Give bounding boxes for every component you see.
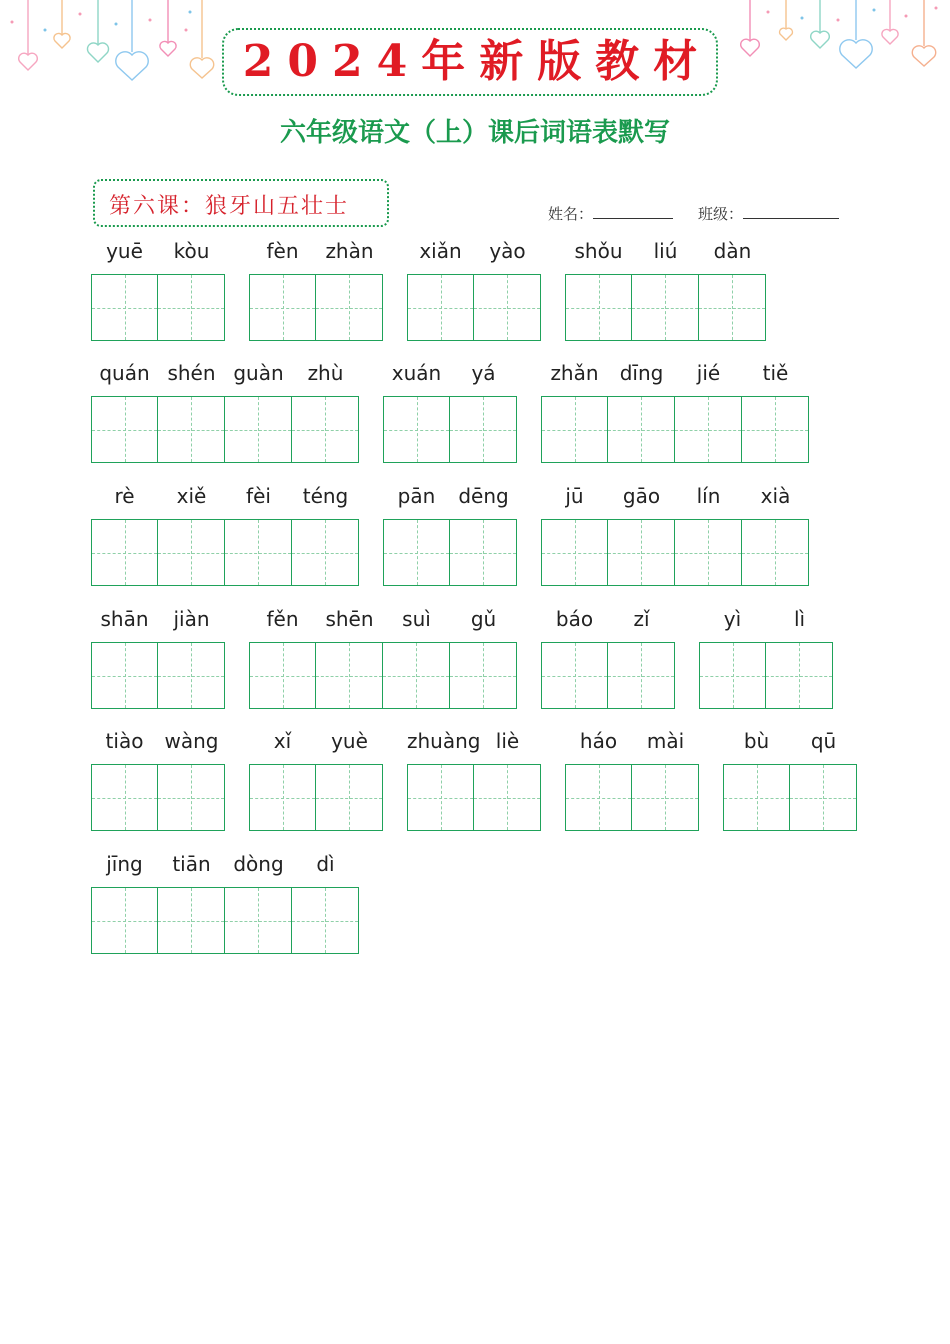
tianzige-box[interactable]	[225, 887, 292, 954]
page-subtitle: 六年级语文（上）课后词语表默写	[279, 118, 670, 148]
tianzige-box[interactable]	[632, 764, 699, 831]
character-cell	[225, 358, 292, 463]
class-field[interactable]	[698, 203, 839, 224]
heart-icon	[741, 39, 760, 56]
character-cell	[158, 849, 225, 954]
pinyin-label: rè	[114, 484, 135, 508]
pinyin-label: wàng	[164, 729, 219, 753]
character-cell	[632, 236, 699, 341]
tianzige-box[interactable]	[675, 519, 742, 586]
tianzige-box[interactable]	[383, 642, 450, 709]
character-cell	[790, 726, 857, 831]
tianzige-box[interactable]	[541, 642, 608, 709]
class-blank[interactable]	[743, 204, 839, 219]
pinyin-label: bù	[743, 729, 770, 753]
word-group	[383, 481, 517, 586]
word-group	[91, 481, 359, 586]
pinyin-label: xiě	[176, 484, 207, 508]
character-cell	[541, 358, 608, 463]
tianzige-box[interactable]	[158, 274, 225, 341]
pinyin-label: dòng	[233, 852, 284, 876]
pinyin-label: suì	[402, 607, 431, 631]
word-group	[91, 849, 359, 954]
tianzige-box[interactable]	[316, 764, 383, 831]
tianzige-box[interactable]	[699, 274, 766, 341]
character-cell	[91, 849, 158, 954]
pinyin-label: xià	[760, 484, 791, 508]
pinyin-label: liú	[653, 239, 678, 263]
heart-icon	[160, 41, 176, 56]
pinyin-label: gǔ	[470, 607, 497, 631]
word-group	[249, 726, 383, 831]
pinyin-label: zhǎn	[550, 361, 599, 385]
character-cell	[699, 604, 766, 709]
tianzige-box[interactable]	[565, 764, 632, 831]
class-label: 班级：	[698, 205, 744, 223]
word-group	[541, 481, 809, 586]
tianzige-box[interactable]	[91, 764, 158, 831]
tianzige-box[interactable]	[742, 519, 809, 586]
tianzige-box[interactable]	[249, 642, 316, 709]
pinyin-label: jiàn	[173, 607, 210, 631]
tianzige-box[interactable]	[91, 887, 158, 954]
character-cell	[225, 481, 292, 586]
pinyin-label: qū	[810, 729, 837, 753]
character-cell	[474, 236, 541, 341]
character-cell	[742, 481, 809, 586]
tianzige-box[interactable]	[608, 642, 675, 709]
tianzige-box[interactable]	[158, 519, 225, 586]
character-cell	[699, 236, 766, 341]
pinyin-label: jū	[565, 484, 584, 508]
character-cell	[316, 604, 383, 709]
heart-icon	[54, 33, 70, 48]
character-cell	[158, 236, 225, 341]
tianzige-box[interactable]	[541, 519, 608, 586]
heart-icon	[840, 40, 872, 68]
pinyin-label: shén	[167, 361, 216, 385]
character-cell	[450, 604, 517, 709]
tianzige-box[interactable]	[407, 764, 474, 831]
heart-icon	[87, 43, 108, 62]
character-cell	[292, 358, 359, 463]
character-cell	[292, 481, 359, 586]
character-cell	[450, 358, 517, 463]
heart-icon	[811, 31, 830, 48]
tianzige-box[interactable]	[225, 519, 292, 586]
pinyin-label: báo	[555, 607, 594, 631]
heart-icon	[190, 58, 213, 78]
character-cell	[91, 481, 158, 586]
tianzige-box[interactable]	[608, 396, 675, 463]
word-group	[91, 236, 225, 341]
character-cell	[249, 726, 316, 831]
pinyin-label: yào	[489, 239, 526, 263]
character-cell	[158, 726, 225, 831]
character-cell	[742, 358, 809, 463]
character-cell	[158, 358, 225, 463]
character-cell	[383, 604, 450, 709]
word-group	[699, 604, 833, 709]
character-cell	[766, 604, 833, 709]
character-cell	[675, 481, 742, 586]
character-cell	[565, 236, 632, 341]
character-cell	[407, 726, 481, 831]
pinyin-label: jīng	[106, 852, 143, 876]
word-group	[407, 236, 541, 341]
character-cell	[608, 481, 675, 586]
tianzige-box[interactable]	[474, 764, 541, 831]
pinyin-label: fěn	[266, 607, 299, 631]
word-group	[91, 604, 225, 709]
character-cell	[541, 481, 608, 586]
character-cell	[608, 604, 675, 709]
character-cell	[225, 849, 292, 954]
page-title: 2024年新版教材	[242, 36, 712, 87]
name-field[interactable]	[548, 203, 673, 224]
tianzige-box[interactable]	[316, 274, 383, 341]
character-cell	[675, 358, 742, 463]
tianzige-box[interactable]	[249, 764, 316, 831]
word-group	[541, 604, 675, 709]
pinyin-label: dàn	[713, 239, 752, 263]
pinyin-label: dēng	[458, 484, 509, 508]
hearts-decoration-right	[730, 0, 950, 95]
pinyin-label: lì	[793, 607, 806, 631]
pinyin-label: yá	[471, 361, 496, 385]
tianzige-box[interactable]	[541, 396, 608, 463]
pinyin-label: quán	[99, 361, 150, 385]
pinyin-label: pān	[397, 484, 436, 508]
character-cell	[91, 604, 158, 709]
pinyin-label: gāo	[622, 484, 661, 508]
pinyin-label: shǒu	[574, 239, 623, 263]
character-cell	[91, 726, 158, 831]
pinyin-label: fèn	[266, 239, 299, 263]
pinyin-label: fèi	[246, 484, 271, 508]
pinyin-label: téng	[302, 484, 349, 508]
tianzige-box[interactable]	[292, 519, 359, 586]
tianzige-box[interactable]	[158, 887, 225, 954]
pinyin-label: zhàn	[325, 239, 374, 263]
tianzige-box[interactable]	[450, 642, 517, 709]
pinyin-label: yuè	[331, 729, 368, 753]
word-group	[383, 358, 517, 463]
name-blank[interactable]	[593, 204, 673, 219]
pinyin-label: xǐ	[273, 729, 292, 753]
character-cell	[91, 358, 158, 463]
tianzige-box[interactable]	[723, 764, 790, 831]
character-cell	[723, 726, 790, 831]
tianzige-box[interactable]	[158, 642, 225, 709]
character-cell	[158, 604, 225, 709]
pinyin-label: mài	[646, 729, 685, 753]
word-group	[91, 358, 359, 463]
word-group	[565, 726, 699, 831]
character-cell	[316, 726, 383, 831]
character-cell	[632, 726, 699, 831]
lesson-title: 第六课：狼牙山五壮士	[109, 194, 350, 219]
tianzige-box[interactable]	[407, 274, 474, 341]
heart-icon	[19, 53, 38, 70]
tianzige-box[interactable]	[565, 274, 632, 341]
pinyin-label: guàn	[233, 361, 284, 385]
character-cell	[316, 236, 383, 341]
tianzige-box[interactable]	[91, 519, 158, 586]
tianzige-box[interactable]	[225, 396, 292, 463]
tianzige-box[interactable]	[158, 764, 225, 831]
pinyin-label: dīng	[619, 361, 664, 385]
character-cell	[407, 236, 474, 341]
tianzige-box[interactable]	[450, 519, 517, 586]
title-banner	[222, 28, 718, 96]
character-cell	[158, 481, 225, 586]
pinyin-label: kòu	[173, 239, 210, 263]
pinyin-label: yuē	[106, 239, 143, 263]
word-group	[249, 236, 383, 341]
tianzige-box[interactable]	[249, 274, 316, 341]
character-cell	[383, 358, 450, 463]
pinyin-label: tiān	[172, 852, 211, 876]
character-cell	[292, 849, 359, 954]
name-label: 姓名：	[548, 205, 594, 223]
character-cell	[383, 481, 450, 586]
tianzige-box[interactable]	[608, 519, 675, 586]
pinyin-label: tiě	[762, 361, 789, 385]
tianzige-box[interactable]	[675, 396, 742, 463]
pinyin-label: dì	[316, 852, 335, 876]
hearts-decoration-left	[0, 0, 220, 95]
character-cell	[91, 236, 158, 341]
tianzige-box[interactable]	[742, 396, 809, 463]
pinyin-label: zhù	[307, 361, 344, 385]
character-cell	[608, 358, 675, 463]
character-cell	[450, 481, 517, 586]
tianzige-box[interactable]	[474, 274, 541, 341]
word-group	[249, 604, 517, 709]
pinyin-label: yì	[723, 607, 742, 631]
pinyin-label: jié	[696, 361, 721, 385]
tianzige-box[interactable]	[699, 642, 766, 709]
tianzige-box[interactable]	[91, 642, 158, 709]
word-group	[565, 236, 766, 341]
tianzige-box[interactable]	[91, 274, 158, 341]
word-group	[541, 358, 809, 463]
tianzige-box[interactable]	[91, 396, 158, 463]
word-group	[723, 726, 857, 831]
tianzige-box[interactable]	[158, 396, 225, 463]
pinyin-label: zǐ	[633, 607, 650, 631]
heart-icon	[912, 46, 935, 66]
tianzige-box[interactable]	[450, 396, 517, 463]
pinyin-label: lín	[696, 484, 721, 508]
pinyin-label: liè	[495, 729, 520, 753]
word-group	[407, 726, 541, 831]
character-cell	[474, 726, 541, 831]
word-group	[91, 726, 225, 831]
tianzige-box[interactable]	[383, 519, 450, 586]
tianzige-box[interactable]	[383, 396, 450, 463]
character-cell	[249, 604, 316, 709]
heart-icon	[882, 29, 898, 44]
pinyin-label: xuán	[391, 361, 442, 385]
pinyin-label: shān	[100, 607, 149, 631]
pinyin-label: zhuàng	[407, 729, 481, 753]
tianzige-box[interactable]	[316, 642, 383, 709]
heart-icon	[780, 28, 793, 40]
pinyin-label: xiǎn	[419, 239, 462, 263]
character-cell	[249, 236, 316, 341]
heart-icon	[116, 52, 148, 80]
tianzige-box[interactable]	[766, 642, 833, 709]
pinyin-label: shēn	[325, 607, 374, 631]
tianzige-box[interactable]	[292, 887, 359, 954]
pinyin-label: tiào	[105, 729, 144, 753]
character-cell	[565, 726, 632, 831]
pinyin-label: háo	[579, 729, 618, 753]
tianzige-box[interactable]	[632, 274, 699, 341]
tianzige-box[interactable]	[790, 764, 857, 831]
tianzige-box[interactable]	[292, 396, 359, 463]
lesson-label-box	[93, 179, 389, 227]
character-cell	[541, 604, 608, 709]
